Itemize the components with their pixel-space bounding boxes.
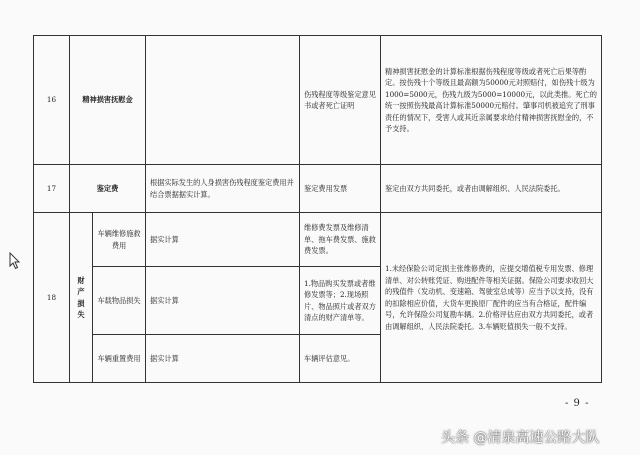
notes-cell: 精神损害抚慰金的计算标准根据伤残程度等级或者死亡后果等酌定。按伤残十个等级且最高额为50000元对照赔付，如伤残十级为1000=5000元，伤残九级为5000=10000元，以此类推。死亡的统一按照伤残最高计算标准50000元赔付。肇事司机被追究了刑事责任的情况下，受害人或其近亲属要求给付精神损害抚慰金的，不予支持。	[381, 36, 602, 165]
mouse-cursor-icon	[9, 252, 21, 270]
proof-materials: 伤残程度等级鉴定意见书或者死亡证明	[300, 36, 381, 165]
calculation-basis: 据实计算	[146, 335, 300, 383]
category-label: 财产损失	[70, 213, 93, 383]
proof-materials: 维修费发票及维修清单、拖车费发票、施救费发票。	[300, 213, 381, 267]
calculation-basis: 据实计算	[146, 267, 300, 335]
calculation-basis: 据实计算	[146, 213, 300, 267]
table-row	[34, 36, 602, 165]
row-number: 18	[34, 213, 70, 383]
proof-materials: 车辆评估意见。	[300, 335, 381, 383]
proof-materials: 1.物品购买发票或者维修发票等；2.现场照片、物品照片或者双方清点的财产清单等。	[300, 267, 381, 335]
notes-cell: 1.未经保险公司定损主张维修费的，应提交增值税专用发票、修理清单、对公转账凭证、购进配件等相关证据。保险公司要求收回大的残值件（发动机、变速箱、驾驶室总成等）应当予以支持，没有的扣除相应价值，大货车更换原厂配件的应当有合格证，配件编号，允许保险公司复勘车辆。2.价格评估应由双方共同委托，或者由调解组织、人民法院委托。3.车辆贬值损失一般不支持。	[381, 213, 602, 383]
calculation-basis: 根据实际发生的人身损害伤残程度鉴定费用并结合票据据实计算。	[146, 165, 300, 213]
source-watermark: 头条 @清泉高速公路大队	[441, 430, 600, 446]
calculation-basis	[146, 36, 300, 165]
row-number: 16	[34, 36, 70, 165]
table-row	[34, 213, 602, 267]
table-row	[34, 165, 602, 213]
row-number: 17	[34, 165, 70, 213]
subitem-name: 车辆维修施救费用	[93, 213, 146, 267]
notes-cell: 鉴定由双方共同委托，或者由调解组织、人民法院委托。	[381, 165, 602, 213]
item-name: 精神损害抚慰金	[70, 36, 146, 165]
subitem-name: 车载物品损失	[93, 267, 146, 335]
compensation-table	[33, 35, 602, 383]
page-number: - 9 -	[565, 398, 590, 409]
item-name: 鉴定费	[70, 165, 146, 213]
subitem-name: 车辆重置费用	[93, 335, 146, 383]
proof-materials: 鉴定费用发票	[300, 165, 381, 213]
